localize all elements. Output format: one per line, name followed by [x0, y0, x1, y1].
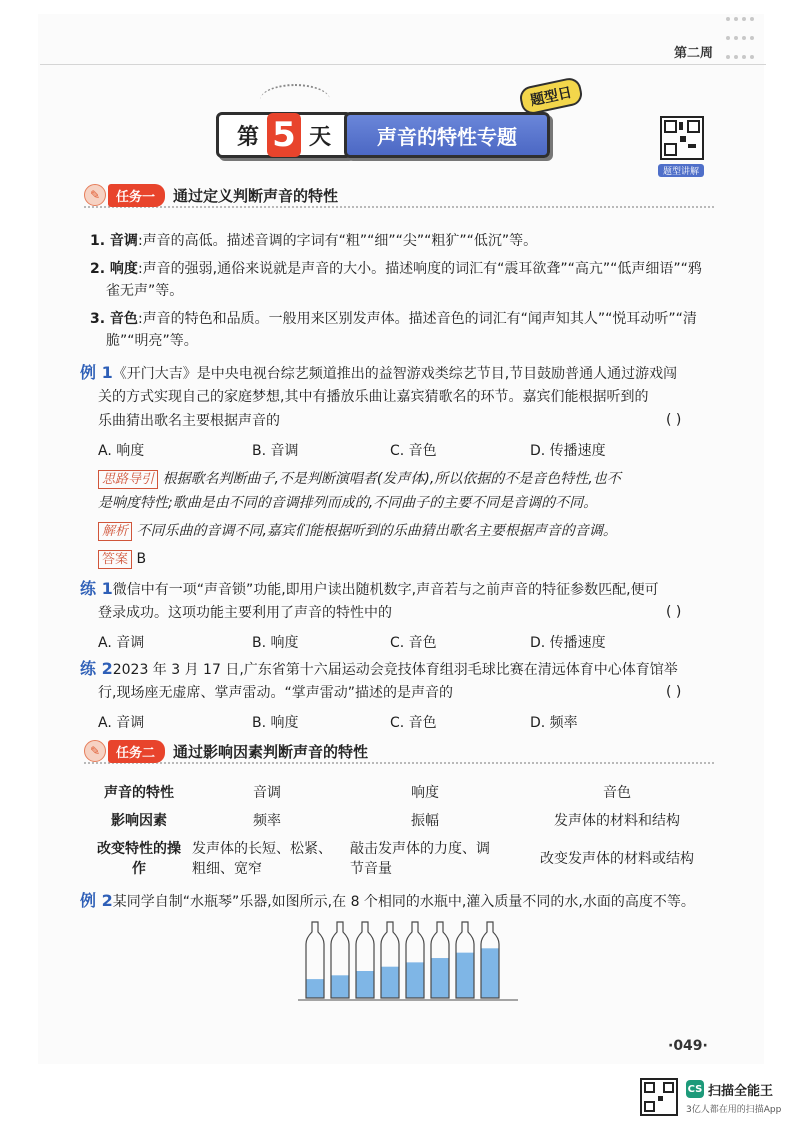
practice2-line1: 练 22023 年 3 月 17 日,广东省第十六届运动会竞技体育组羽毛球比赛在清远体育中心体育馆举	[80, 659, 678, 678]
analysis-tag: 解析	[98, 522, 132, 541]
example1-line1: 例 1《开门大吉》是中央电视台综艺频道推出的益智游戏类综艺节目,节目鼓励普通人通过游戏闯	[80, 363, 678, 382]
example1-option-c: C. 音色	[390, 443, 437, 459]
page-number: ·049·	[668, 1038, 708, 1054]
point-timbre-cont: 脆”“明亮”等。	[106, 333, 198, 349]
type-day-badge: 题型日	[518, 76, 584, 116]
example1-line2: 关的方式实现自己的家庭梦想,其中有播放乐曲让嘉宾猜歌名的环节。嘉宾们能根据听到的	[98, 389, 649, 405]
bottle-water	[381, 967, 399, 998]
practice2-option-a: A. 音调	[98, 715, 145, 731]
example1-option-b: B. 音调	[252, 443, 299, 459]
example1-hint-line1: 思路导引 根据歌名判断曲子,不是判断演唱者(发声体),所以依据的不是音色特性,也不	[98, 468, 621, 490]
sound-properties-table	[90, 778, 730, 882]
practice1-option-b: B. 响度	[252, 635, 299, 651]
task1-title: 通过定义判断声音的特性	[173, 186, 339, 205]
practice2-label: 练 2	[80, 659, 113, 678]
table-header-cell: 音色	[603, 785, 631, 801]
practice1-line1: 练 1微信中有一项“声音锁”功能,即用户读出随机数字,声音若与之前声音的特征参数匹配,便可	[80, 579, 659, 598]
task1-tag: 任务一	[108, 184, 165, 207]
example1-label: 例 1	[80, 363, 113, 382]
pencil-icon: ✎	[84, 740, 106, 762]
example1-hint-line2: 是响度特性;歌曲是由不同的音调排列而成的,不同曲子的主要不同是音调的不同。	[98, 495, 598, 511]
table-cell: 发声体的长短、松紧、粗细、宽窄	[192, 841, 332, 877]
practice2-option-b: B. 响度	[252, 715, 299, 731]
day-title	[216, 112, 352, 158]
practice2-line2: 行,现场座无虚席、掌声雷动。“掌声雷动”描述的是声音的	[98, 685, 453, 701]
practice1-option-d: D. 传播速度	[530, 635, 606, 651]
lightbulb-icon: ✎	[84, 184, 106, 206]
point-pitch: 1. 音调:声音的高低。描述音调的字词有“粗”“细”“尖”“粗犷”“低沉”等。	[90, 233, 538, 249]
table-cell: 改变发声体的材料或结构	[540, 851, 694, 867]
task2-tag: 任务二	[108, 740, 165, 763]
camscanner-name: 扫描全能王	[708, 1084, 774, 1099]
table-cell: 频率	[253, 813, 281, 829]
practice2-option-d: D. 频率	[530, 715, 578, 731]
water-bottle	[356, 922, 374, 998]
table-header-cell: 音调	[253, 785, 281, 801]
bottle-water	[356, 971, 374, 998]
example1-analysis: 解析 不同乐曲的音调不同,嘉宾们能根据听到的乐曲猜出歌名主要根据声音的音调。	[98, 520, 617, 542]
day-number: 5	[267, 113, 301, 157]
practice2-answer-blank: ( )	[666, 684, 682, 700]
camscanner-tagline: 3亿人都在用的扫描App	[686, 1105, 782, 1115]
scanner-qr-icon[interactable]	[640, 1078, 678, 1116]
bottle-water	[406, 962, 424, 998]
water-bottle	[381, 922, 399, 998]
hint-tag: 思路导引	[98, 470, 158, 489]
camscanner-logo: CS	[686, 1080, 704, 1098]
table-row	[90, 834, 730, 882]
table-cell: 敲击发声体的力度、调节音量	[350, 841, 490, 877]
table-row	[90, 806, 730, 834]
water-bottle	[306, 922, 324, 998]
topic-title: 声音的特性专题	[344, 112, 550, 158]
point-loudness-cont: 雀无声”等。	[106, 283, 184, 299]
example2-line: 例 2某同学自制“水瓶琴”乐器,如图所示,在 8 个相同的水瓶中,灌入质量不同的水,水面的高度不等。	[80, 891, 695, 910]
point-timbre: 3. 音色:声音的特色和品质。一般用来区别发声体。描述音色的词汇有“闻声知其人”“悦耳动听”“清	[90, 311, 697, 327]
bottle-water	[331, 975, 349, 998]
practice1-line2: 登录成功。这项功能主要利用了声音的特性中的	[98, 605, 392, 621]
table-cell: 发声体的材料和结构	[554, 813, 680, 829]
bottle-water	[431, 958, 449, 998]
practice1-label: 练 1	[80, 579, 113, 598]
qr-label: 题型讲解	[658, 164, 704, 177]
day-suffix: 天	[309, 124, 332, 150]
table-row	[90, 778, 730, 806]
bottle-water	[481, 948, 499, 998]
table-cell: 振幅	[411, 813, 439, 829]
example1-line3: 乐曲猜出歌名主要根据声音的	[98, 413, 280, 429]
task1-header	[84, 184, 714, 208]
task2-header	[84, 740, 714, 764]
table-cell: 影响因素	[111, 813, 167, 829]
example1-answer: 答案 B	[98, 548, 146, 570]
practice1-answer-blank: ( )	[666, 604, 682, 620]
water-bottle-illustration	[298, 918, 518, 1004]
header-divider	[40, 64, 766, 65]
water-bottle	[406, 922, 424, 998]
example1-option-a: A. 响度	[98, 443, 145, 459]
table-cell: 改变特性的操作	[97, 841, 181, 877]
table-header-cell: 响度	[411, 785, 439, 801]
qr-code-icon[interactable]	[660, 116, 704, 160]
example1-option-d: D. 传播速度	[530, 443, 606, 459]
week-label: 第二周	[674, 46, 714, 61]
task2-title: 通过影响因素判断声音的特性	[173, 742, 369, 761]
water-bottle	[456, 922, 474, 998]
practice1-option-a: A. 音调	[98, 635, 145, 651]
point-loudness: 2. 响度:声音的强弱,通俗来说就是声音的大小。描述响度的词汇有“震耳欲聋”“高亢”“低声细语”“鸦	[90, 261, 702, 277]
water-bottle	[331, 922, 349, 998]
water-bottle	[481, 922, 499, 998]
table-header-cell: 声音的特性	[104, 785, 174, 801]
answer-tag: 答案	[98, 550, 132, 569]
example2-label: 例 2	[80, 891, 113, 910]
practice1-option-c: C. 音色	[390, 635, 437, 651]
practice2-option-c: C. 音色	[390, 715, 437, 731]
decorative-dots	[724, 8, 756, 65]
example1-answer-blank: ( )	[666, 412, 682, 428]
day-prefix: 第	[236, 124, 259, 150]
bottle-water	[306, 979, 324, 998]
water-bottle	[431, 922, 449, 998]
bottle-water	[456, 953, 474, 998]
